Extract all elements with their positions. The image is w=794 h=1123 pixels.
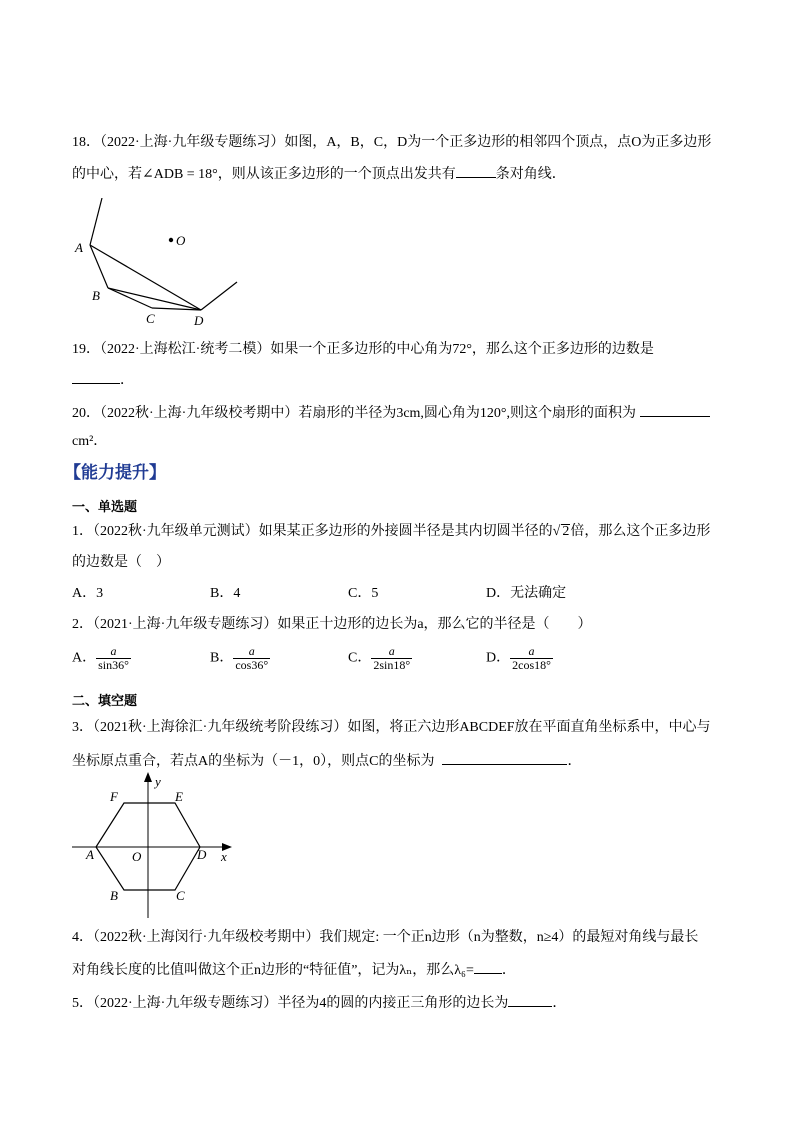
q20-line2: cm²．: [72, 434, 108, 449]
p1-text-b: 倍，那么这个正多边形: [570, 524, 711, 539]
q18-label-o: O: [176, 233, 186, 248]
q20-line1: [72, 402, 710, 424]
q18-center-dot: [169, 238, 173, 242]
q18-answer-blank[interactable]: [456, 163, 496, 178]
p3-answer-blank[interactable]: [442, 750, 567, 765]
p2-option-d-fraction: $\frac{a}{2\cos 18^\circ}$: [512, 644, 551, 672]
p2-option-c-label: C．: [348, 650, 372, 666]
p3-label-x: x: [221, 849, 227, 864]
q18-label-b: B: [92, 288, 100, 303]
section-title: 【能力提升】: [64, 463, 166, 483]
p5-line1: [72, 992, 566, 1014]
p1-line1: 1．（2022秋·九年级单元测试）如果某正多边形的外接圆半径是其内切圆半径的√ 2倍，那么这个正多边形: [72, 524, 711, 539]
p4-period: ．: [501, 963, 516, 978]
p2-option-b[interactable]: [210, 645, 270, 672]
q18-label-d: D: [194, 313, 204, 328]
p3-label-c: C: [176, 888, 185, 903]
q18-line2: [72, 163, 566, 185]
q20-answer-blank[interactable]: [640, 402, 710, 417]
p1-sqrt: 2: [562, 524, 570, 539]
q18-label-c: C: [146, 311, 155, 326]
p1-option-b[interactable]: B．4: [210, 586, 241, 601]
p3-label-b: B: [110, 888, 118, 903]
subsection-single-choice: 一、单选题: [72, 500, 138, 515]
p3-label-o: O: [132, 849, 142, 864]
p2-option-c-fraction: $\frac{a}{2\sin 18^\circ}$: [373, 644, 411, 672]
p4-text-a: 对角线长度的比值叫做这个正n边形的“特征值”，记为λₙ，那么λ₆=: [72, 963, 474, 978]
p3-text: 坐标原点重合，若点A的坐标为（－1，0），则点C的坐标为: [72, 754, 435, 769]
p3-y-arrow: [144, 772, 152, 782]
p3-label-y: y: [155, 774, 161, 789]
p2-option-b-fraction: $\frac{a}{\cos 36^\circ}$: [235, 644, 269, 672]
p2-option-b-label: B．: [210, 650, 234, 666]
q18-figure: [72, 198, 247, 328]
q18-label-a: A: [75, 240, 83, 255]
p1-option-a[interactable]: A．3: [72, 586, 104, 601]
p2-option-a[interactable]: [72, 645, 131, 672]
p2-option-a-fraction: $\frac{a}{\sin 36^\circ}$: [98, 644, 129, 672]
q19-line2: [72, 369, 134, 391]
q18-ray-a: [90, 198, 102, 245]
q18-ray-d: [201, 282, 237, 310]
p5-answer-blank[interactable]: [508, 992, 552, 1007]
p3-label-e: E: [175, 789, 183, 804]
p1-option-c[interactable]: C．5: [348, 586, 379, 601]
q18-text-b: 条对角线．: [495, 167, 566, 182]
p5-text: 5．（2022·上海·九年级专题练习）半径为4的圆的内接正三角形的边长为: [72, 996, 509, 1011]
p3-label-a: A: [86, 847, 94, 862]
q19-line1: 19．（2022·上海松江·统考二模）如果一个正多边形的中心角为72°，那么这个正多边形的边数是: [72, 342, 654, 357]
subsection-fill-blank: 二、填空题: [72, 694, 138, 709]
p3-line2: [72, 750, 581, 772]
p3-period: ．: [567, 754, 582, 769]
p2-line1: 2．（2021·上海·九年级专题练习）如果正十边形的边长为a，那么它的半径是（ ）: [72, 617, 592, 632]
p4-answer-blank[interactable]: [474, 959, 502, 974]
p5-period: ．: [552, 996, 567, 1011]
p3-label-f: F: [110, 789, 118, 804]
p3-label-d: D: [197, 847, 207, 862]
q18-edge-bc: [108, 288, 152, 308]
p2-option-d[interactable]: [486, 645, 553, 672]
q18-text-a: 的中心，若∠ADB = 18°，则从该正多边形的一个顶点出发共有: [72, 167, 456, 182]
p4-line2: [72, 959, 516, 981]
p3-line1: 3．（2021秋·上海徐汇·九年级统考阶段练习）如图，将正六边形ABCDEF放在平面直角坐标系中，中心与: [72, 720, 711, 735]
p4-line1: 4．（2022秋·上海闵行·九年级校考期中）我们规定: 一个正n边形（n为整数，n≥4）的最短对角线与最长: [72, 930, 699, 945]
q18-edge-ab: [90, 245, 108, 288]
p1-text-a: 1．（2022秋·九年级单元测试）如果某正多边形的外接圆半径是其内切圆半径的: [72, 524, 553, 539]
p2-option-a-label: A．: [72, 650, 97, 666]
p3-figure: [72, 770, 242, 920]
q18-segment-ad: [90, 245, 201, 310]
p2-option-d-label: D．: [486, 650, 511, 666]
q20-text: 20．（2022秋·上海·九年级校考期中）若扇形的半径为3cm,圆心角为120°,则这个扇形的面积为: [72, 406, 637, 421]
p1-option-d[interactable]: D．无法确定: [486, 586, 567, 601]
q18-segment-bd: [108, 288, 201, 310]
p2-option-c[interactable]: [348, 645, 412, 672]
q19-answer-blank[interactable]: [72, 369, 120, 384]
q19-period: ．: [120, 373, 134, 388]
p1-line2: 的边数是（ ）: [72, 555, 170, 570]
q18-line1: 18．（2022·上海·九年级专题练习）如图，A，B，C，D为一个正多边形的相邻四个顶点，点O为正多边形: [72, 135, 712, 150]
